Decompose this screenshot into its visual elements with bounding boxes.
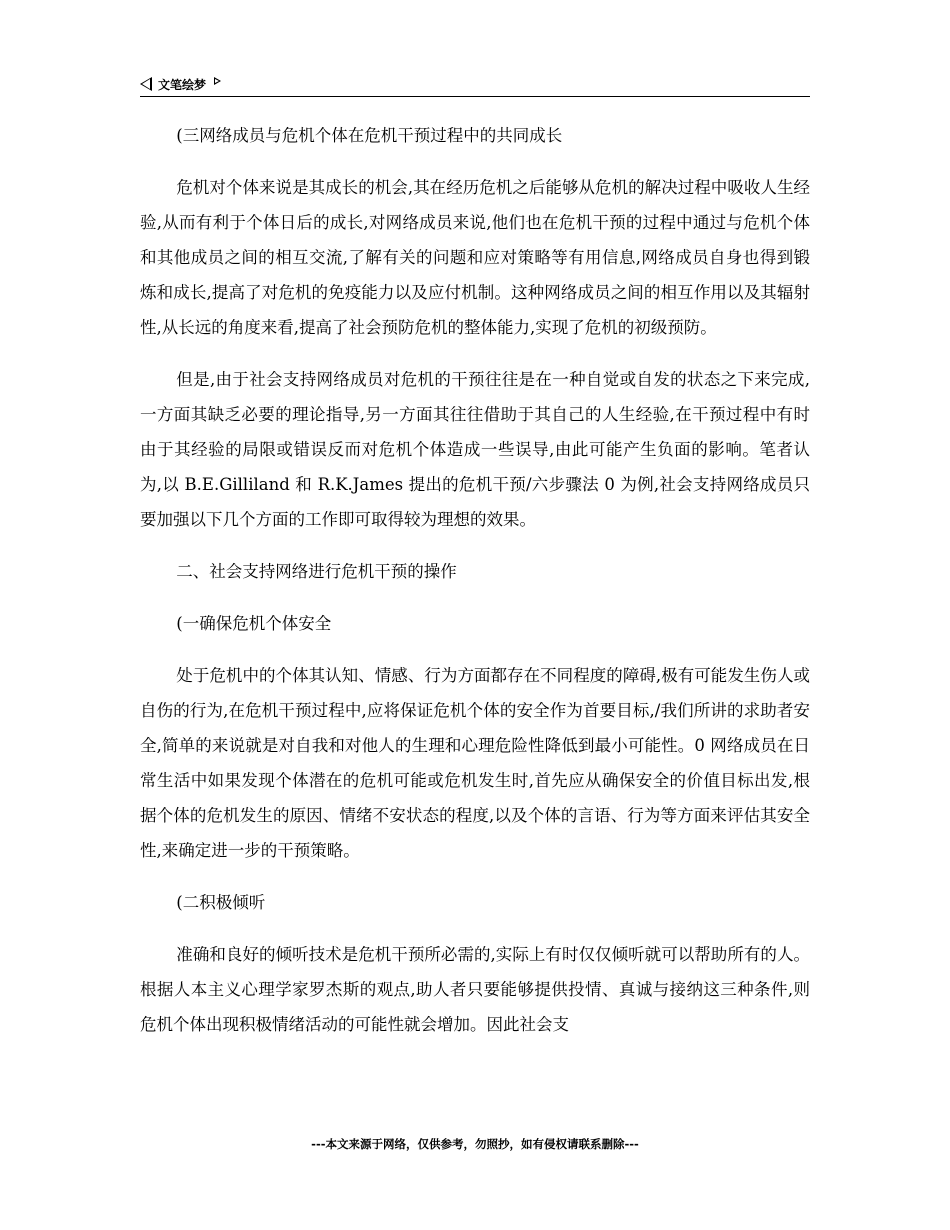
subheading-active-listening: (二积极倾听 <box>176 893 266 912</box>
paragraph-listening: 准确和良好的倾听技术是危机干预所必需的,实际上有时仅仅倾听就可以帮助所有的人。根据人本主义心理学家罗杰斯的观点,助人者只要能够提供投情、真诚与接纳这三种条件,则危机个体出现积极情绪活动的可能性就会增加。因此社会支 <box>140 945 810 1034</box>
section-heading-operations: 二、社会支持网络进行危机干预的操作 <box>176 562 457 581</box>
paragraph-safety: 处于危机中的个体其认知、情感、行为方面都存在不同程度的障碍,极有可能发生伤人或自伤的行为,在危机干预过程中,应将保证危机个体的安全作为首要目标,/我们所讲的求助者安全,简单的来说就是对自我和对他人的生理和心理危险性降低到最小可能性。0 网络成员在日常生活中如果发现个体潜在的危机可能或危机发生时,首先应从确保安全的价值目标出发,根据个体的危机发生的原因、情绪不安状态的程度,以及个体的言语、行为等方面来评估其安全性,来确定进一步的干预策略。 <box>140 666 810 860</box>
triangle-left-icon <box>140 77 152 91</box>
page-header <box>140 72 810 97</box>
paragraph-limitations: 但是,由于社会支持网络成员对危机的干预往往是在一种自觉或自发的状态之下来完成,一方面其缺乏必要的理论指导,另一方面其往往借助于其自己的人生经验,在干预过程中有时由于其经验的局限或错误反而对危机个体造成一些误导,由此可能产生负面的影响。笔者认为,以 B.E.Gilliland 和 R.K.James 提出的危机干预/六步骤法 0 为例,社会支持网络成员只要加强以下几个方面的工作即可取得较为理想的效果。 <box>140 370 810 529</box>
subheading-shared-growth: (三网络成员与危机个体在危机干预过程中的共同成长 <box>176 126 563 145</box>
subheading-ensure-safety: (一确保危机个体安全 <box>176 614 332 633</box>
header-title: 文笔绘梦 <box>158 77 207 92</box>
document-body <box>140 118 810 1059</box>
paragraph-crisis-growth: 危机对个体来说是其成长的机会,其在经历危机之后能够从危机的解决过程中吸收人生经验,从而有利于个体日后的成长,对网络成员来说,他们也在危机干预的过程中通过与危机个体和其他成员之间的相互交流,了解有关的问题和应对策略等有用信息,网络成员自身也得到锻炼和成长,提高了对危机的免疫能力以及应付机制。这种网络成员之间的相互作用以及其辐射性,从长远的角度来看,提高了社会预防危机的整体能力,实现了危机的初级预防。 <box>140 178 810 337</box>
page-footer-notice: ---本文来源于网络，仅供参考，勿照抄，如有侵权请联系删除--- <box>311 1137 639 1151</box>
triangle-right-icon <box>214 77 221 85</box>
